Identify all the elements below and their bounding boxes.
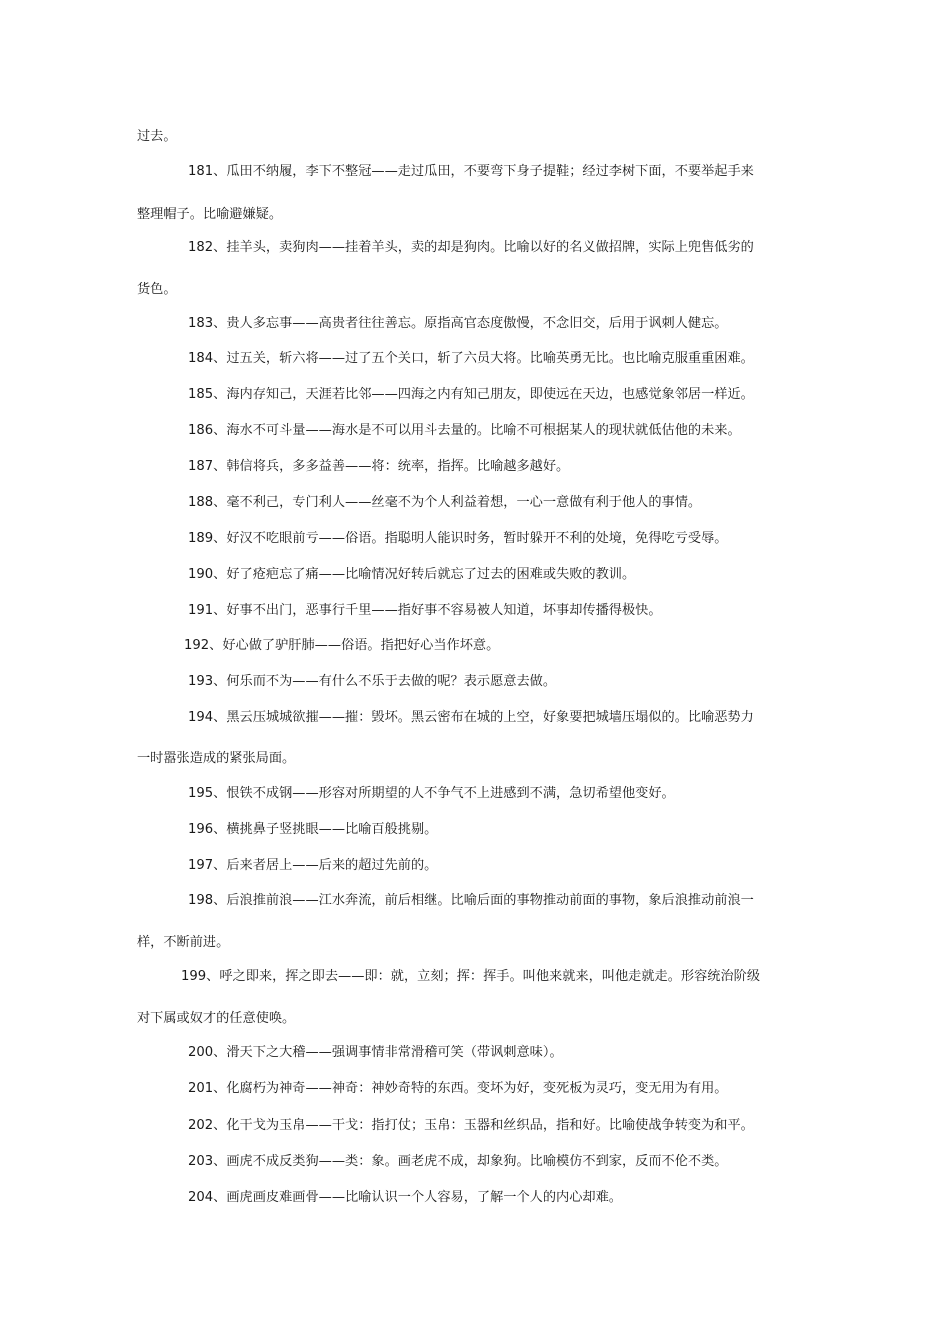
text-line: 一时嚣张造成的紧张局面。 bbox=[137, 751, 296, 766]
entry-183: 183、贵人多忘事——高贵者往往善忘。原指高官态度傲慢，不念旧交，后用于讽刺人健忘。 bbox=[188, 316, 728, 331]
entry-193: 193、何乐而不为——有什么不乐于去做的呢？表示愿意去做。 bbox=[188, 674, 557, 689]
entry-189: 189、好汉不吃眼前亏——俗语。指聪明人能识时务，暂时躲开不利的处境，免得吃亏受辱。 bbox=[188, 531, 728, 546]
entry-197: 197、后来者居上——后来的超过先前的。 bbox=[188, 858, 438, 873]
entry-190: 190、好了疮疤忘了痛——比喻情况好转后就忘了过去的困难或失败的教训。 bbox=[188, 567, 636, 582]
entry-200: 200、滑天下之大稽——强调事情非常滑稽可笑（带讽刺意味）。 bbox=[188, 1045, 563, 1060]
entry-202: 202、化干戈为玉帛——干戈：指打仗；玉帛：玉器和丝织品，指和好。比喻使战争转变为和平。 bbox=[188, 1118, 754, 1133]
entry-191: 191、好事不出门，恶事行千里——指好事不容易被人知道，坏事却传播得极快。 bbox=[188, 603, 662, 618]
entry-181: 181、瓜田不纳履，李下不整冠——走过瓜田，不要弯下身子提鞋；经过李树下面，不要举起手来 bbox=[188, 164, 754, 179]
entry-201: 201、化腐朽为神奇——神奇：神妙奇特的东西。变坏为好，变死板为灵巧，变无用为有用。 bbox=[188, 1081, 728, 1096]
entry-196: 196、横挑鼻子竖挑眼——比喻百般挑剔。 bbox=[188, 822, 438, 837]
entry-188: 188、毫不利己，专门利人——丝毫不为个人利益着想，一心一意做有利于他人的事情。 bbox=[188, 495, 702, 510]
text-line: 对下属或奴才的任意使唤。 bbox=[137, 1011, 296, 1026]
entry-192: 192、好心做了驴肝肺——俗语。指把好心当作坏意。 bbox=[184, 638, 500, 653]
text-line: 过去。 bbox=[137, 129, 177, 144]
entry-203: 203、画虎不成反类狗——类：象。画老虎不成，却象狗。比喻模仿不到家，反而不伦不类。 bbox=[188, 1154, 728, 1169]
entry-194: 194、黑云压城城欲摧——摧：毁坏。黑云密布在城的上空，好象要把城墙压塌似的。比喻恶势力 bbox=[188, 710, 754, 725]
text-line: 货色。 bbox=[137, 282, 177, 297]
entry-195: 195、恨铁不成钢——形容对所期望的人不争气不上进感到不满，急切希望他变好。 bbox=[188, 786, 675, 801]
entry-184: 184、过五关，斩六将——过了五个关口，斩了六员大将。比喻英勇无比。也比喻克服重重困难。 bbox=[188, 351, 754, 366]
entry-198: 198、后浪推前浪——江水奔流，前后相继。比喻后面的事物推动前面的事物，象后浪推动前浪一 bbox=[188, 893, 754, 908]
text-line: 整理帽子。比喻避嫌疑。 bbox=[137, 207, 283, 222]
entry-185: 185、海内存知己，天涯若比邻——四海之内有知己朋友，即使远在天边，也感觉象邻居一样近。 bbox=[188, 387, 754, 402]
entry-187: 187、韩信将兵，多多益善——将：统率，指挥。比喻越多越好。 bbox=[188, 459, 570, 474]
entry-204: 204、画虎画皮难画骨——比喻认识一个人容易，了解一个人的内心却难。 bbox=[188, 1190, 622, 1205]
entry-199: 199、呼之即来，挥之即去——即：就，立刻；挥：挥手。叫他来就来，叫他走就走。形容统治阶级 bbox=[181, 969, 761, 984]
text-line: 样，不断前进。 bbox=[137, 935, 230, 950]
entry-182: 182、挂羊头，卖狗肉——挂着羊头，卖的却是狗肉。比喻以好的名义做招牌，实际上兜售低劣的 bbox=[188, 240, 754, 255]
entry-186: 186、海水不可斗量——海水是不可以用斗去量的。比喻不可根据某人的现状就低估他的未来。 bbox=[188, 423, 741, 438]
